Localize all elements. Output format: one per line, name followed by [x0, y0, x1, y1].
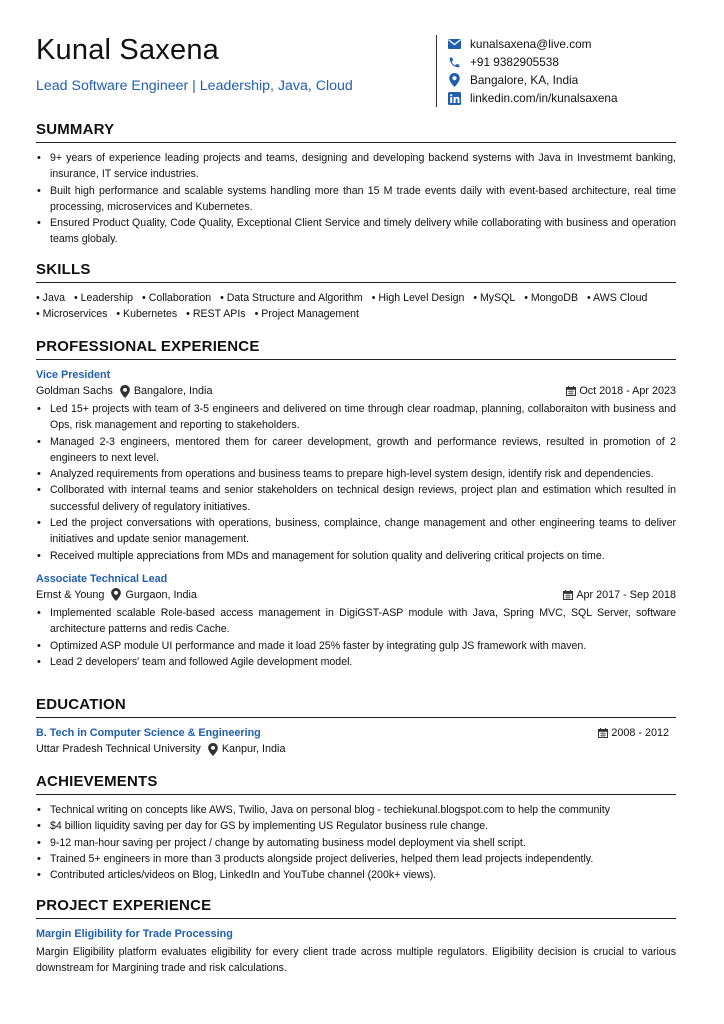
email-icon — [447, 37, 461, 51]
phone-icon — [447, 55, 461, 69]
job-bullet: • Managed 2-3 engineers, mentored them for career development, growth and performance reviews, resulted in promotion of 2 engineers to next level. — [36, 434, 676, 467]
experience-section — [36, 338, 676, 670]
job-bullet: • Implemented scalable Role-based access management in DigiGST-ASP module with Java, Spring MVC, SQL Server, software architecture patterns and redis Cache. — [36, 605, 676, 638]
education-dates: 2008 - 2012 — [611, 727, 669, 739]
job-company: Ernst & Young — [36, 588, 105, 601]
section-title-experience: PROFESSIONAL EXPERIENCE — [36, 338, 676, 360]
skills-section — [36, 261, 676, 323]
achievement-item: • Contributed articles/videos on Blog, LinkedIn and YouTube channel (200k+ views). — [36, 867, 676, 883]
skill-item: • Project Management — [254, 308, 359, 321]
job-company: Goldman Sachs — [36, 385, 113, 397]
job-bullet: • Analyzed requirements from operations and business teams to prepare high-level system design, identify risk and dependencies. — [36, 466, 676, 482]
job-bullet: • Collborated with internal teams and senior stakeholders on technical design reviews, project plan and estimation which resulted in successful delivery of regulatory initiatives. — [36, 482, 676, 515]
contact-email[interactable] — [447, 35, 618, 53]
calendar-icon — [598, 728, 608, 738]
linkedin-icon — [447, 91, 461, 105]
job-role: Vice President — [36, 369, 111, 381]
section-title-summary: SUMMARY — [36, 121, 676, 143]
summary-item: • Ensured Product Quality, Code Quality, Exceptional Client Service and timely delivery while collaborating with business and operation teams globaly. — [36, 215, 676, 248]
job-location: Bangalore, India — [133, 385, 213, 397]
calendar-icon — [566, 386, 576, 396]
skill-item: • REST APIs — [186, 308, 246, 321]
linkedin-text: linkedin.com/in/kunalsaxena — [470, 91, 618, 105]
achievements-list — [36, 802, 676, 883]
contact-location — [447, 71, 618, 89]
job-bullet: • Received multiple appreciations from MDs and management for solution quality and delivering critical projects on time. — [36, 548, 676, 564]
job-entry — [36, 367, 676, 564]
location-pin-icon — [447, 73, 461, 87]
job-meta — [36, 383, 676, 399]
education-degree: B. Tech in Computer Science & Engineering — [36, 727, 261, 739]
skill-item: • Data Structure and Algorithm — [220, 292, 363, 304]
contact-phone[interactable] — [447, 53, 618, 71]
job-role: Associate Technical Lead — [36, 572, 168, 585]
summary-item: • 9+ years of experience leading projects and teams, designing and developing backend systems with Java in Investmemt banking, insurance, IT service industries. — [36, 150, 676, 183]
headline: Lead Software Engineer | Leadership, Java, Cloud — [36, 78, 353, 94]
job-bullet: • Led 15+ projects with team of 3-5 engineers and delivered on time through clear roadmap, planning, collaboraiton with business and Ops, risk management and reporting to stakeholders. — [36, 401, 676, 434]
skill-item: • MongoDB — [524, 292, 579, 304]
job-bullet: • Led the project conversations with operations, business, complaince, change management and other engineering teams to deliver initiatives and update senior management. — [36, 515, 676, 548]
summary-section — [36, 121, 676, 248]
calendar-icon — [563, 590, 573, 600]
job-entry — [36, 571, 676, 670]
job-location: Gurgaon, India — [125, 588, 197, 601]
projects-section — [36, 897, 676, 977]
skill-item: • Kubernetes — [116, 308, 178, 321]
project-name: Margin Eligibility for Trade Processing — [36, 928, 233, 940]
achievement-item: • Technical writing on concepts like AWS, Twilio, Java on personal blog - techiekunal.blogspot.com to help the community — [36, 802, 676, 818]
education-section — [36, 696, 676, 757]
section-title-education: EDUCATION — [36, 696, 676, 718]
contact-linkedin[interactable] — [447, 89, 618, 107]
candidate-name: Kunal Saxena — [36, 34, 219, 66]
job-bullets — [36, 401, 676, 564]
section-title-projects: PROJECT EXPERIENCE — [36, 897, 676, 919]
skill-item: • Leadership — [74, 292, 134, 304]
phone-text: +91 9382905538 — [470, 55, 559, 69]
location-pin-icon — [111, 588, 121, 601]
achievement-item: • $4 billion liquidity saving per day for GS by implementing US Regulator business rule change. — [36, 818, 676, 834]
contact-block — [436, 35, 618, 107]
skills-list — [36, 290, 676, 323]
education-school: Uttar Pradesh Technical University — [36, 743, 201, 755]
skill-item: • MySQL — [473, 292, 516, 304]
location-pin-icon — [120, 385, 130, 398]
job-bullet: • Optimized ASP module UI performance and made it load 25% faster by integrating gulp JS framework with maven. — [36, 638, 676, 654]
section-title-achievements: ACHIEVEMENTS — [36, 773, 676, 795]
job-bullets — [36, 605, 676, 670]
summary-item: • Built high performance and scalable systems handling more than 15 M trade events daily with event-based architecture, real time processing, microservices and Kubernetes. — [36, 183, 676, 216]
location-pin-icon — [208, 743, 218, 756]
skill-item: • High Level Design — [371, 292, 465, 304]
section-title-skills: SKILLS — [36, 261, 676, 283]
skill-item: • Java — [36, 292, 66, 304]
skill-item: • Microservices — [36, 308, 108, 321]
achievement-item: • Trained 5+ engineers in more than 3 products alongside project deliveries, helped them lead projects independently. — [36, 851, 676, 867]
location-text: Bangalore, KA, India — [470, 73, 579, 87]
achievement-item: • 9-12 man-hour saving per project / change by automating business model deployment via shell script. — [36, 835, 676, 851]
summary-list — [36, 150, 676, 248]
achievements-section — [36, 773, 676, 883]
education-school-row — [36, 741, 676, 757]
education-degree-row — [36, 725, 676, 741]
project-description: Margin Eligibility platform evaluates eligibility for every client trade across multiple regulators. Eligibility decision is crucial to various downstream for Margining trade and risk calculations. — [36, 946, 676, 975]
skill-item: • AWS Cloud — [586, 292, 648, 304]
education-location: Kanpur, India — [221, 743, 286, 755]
email-text: kunalsaxena@live.com — [470, 37, 592, 51]
job-bullet: • Lead 2 developers' team and followed Agile development model. — [36, 654, 676, 670]
job-dates: Apr 2017 - Sep 2018 — [576, 588, 676, 601]
job-dates: Oct 2018 - Apr 2023 — [579, 385, 676, 397]
job-meta — [36, 587, 676, 603]
skill-item: • Collaboration — [142, 292, 212, 304]
